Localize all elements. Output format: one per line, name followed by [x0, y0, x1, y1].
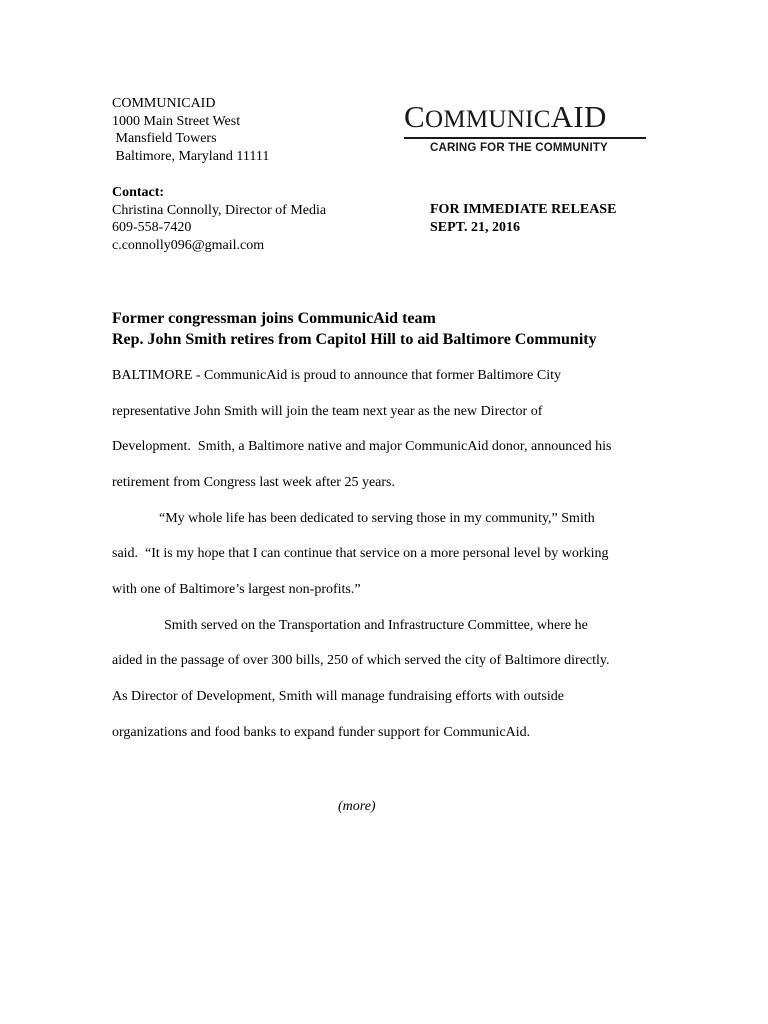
release-notice: FOR IMMEDIATE RELEASE — [430, 202, 617, 217]
logo-tagline: CARING FOR THE COMMUNITY — [430, 142, 608, 154]
headline-subtitle: Rep. John Smith retires from Capitol Hill to aid Baltimore Community — [112, 331, 597, 348]
contact-phone: 609-558-7420 — [112, 220, 192, 235]
org-name: COMMUNICAID — [112, 96, 216, 111]
communicaid-logo — [404, 100, 646, 158]
address-line-1: 1000 Main Street West — [112, 113, 241, 129]
release-block — [430, 201, 616, 237]
address-block — [112, 95, 269, 165]
body-line: retirement from Congress last week after 25 years. — [112, 475, 396, 490]
address-line-3: Baltimore, Maryland 11111 — [112, 148, 270, 164]
body-line: BALTIMORE - CommunicAid is proud to announce that former Baltimore City — [112, 368, 561, 383]
body-line: said. “It is my hope that I can continue that service on a more personal level by working — [112, 546, 609, 561]
body-line: Development. Smith, a Baltimore native and major CommunicAid donor, announced his — [112, 439, 612, 454]
body-line: with one of Baltimore’s largest non-profits.” — [112, 582, 361, 597]
body-line: aided in the passage of over 300 bills, 250 of which served the city of Baltimore directly. — [112, 653, 610, 668]
address-line-2: Mansfield Towers — [112, 131, 217, 146]
body-line: representative John Smith will join the team next year as the new Director of — [112, 404, 543, 419]
contact-label: Contact: — [112, 185, 165, 200]
logo-wordmark: COMMUNICAID — [404, 99, 607, 134]
body-line: “My whole life has been dedicated to serving those in my community,” Smith — [159, 511, 595, 526]
contact-email: c.connolly096@gmail.com — [112, 237, 265, 253]
headline-block — [112, 308, 597, 350]
body-line: Smith served on the Transportation and Infrastructure Committee, where he — [164, 618, 588, 633]
contact-name: Christina Connolly, Director of Media — [112, 202, 327, 218]
body-line: organizations and food banks to expand funder support for CommunicAid. — [112, 725, 531, 740]
body-line: As Director of Development, Smith will manage fundraising efforts with outside — [112, 689, 564, 704]
more-indicator: (more) — [338, 799, 376, 814]
logo-divider — [404, 137, 646, 139]
contact-block — [112, 184, 326, 254]
headline-title: Former congressman joins CommunicAid team — [112, 310, 436, 327]
release-date: SEPT. 21, 2016 — [430, 220, 520, 235]
